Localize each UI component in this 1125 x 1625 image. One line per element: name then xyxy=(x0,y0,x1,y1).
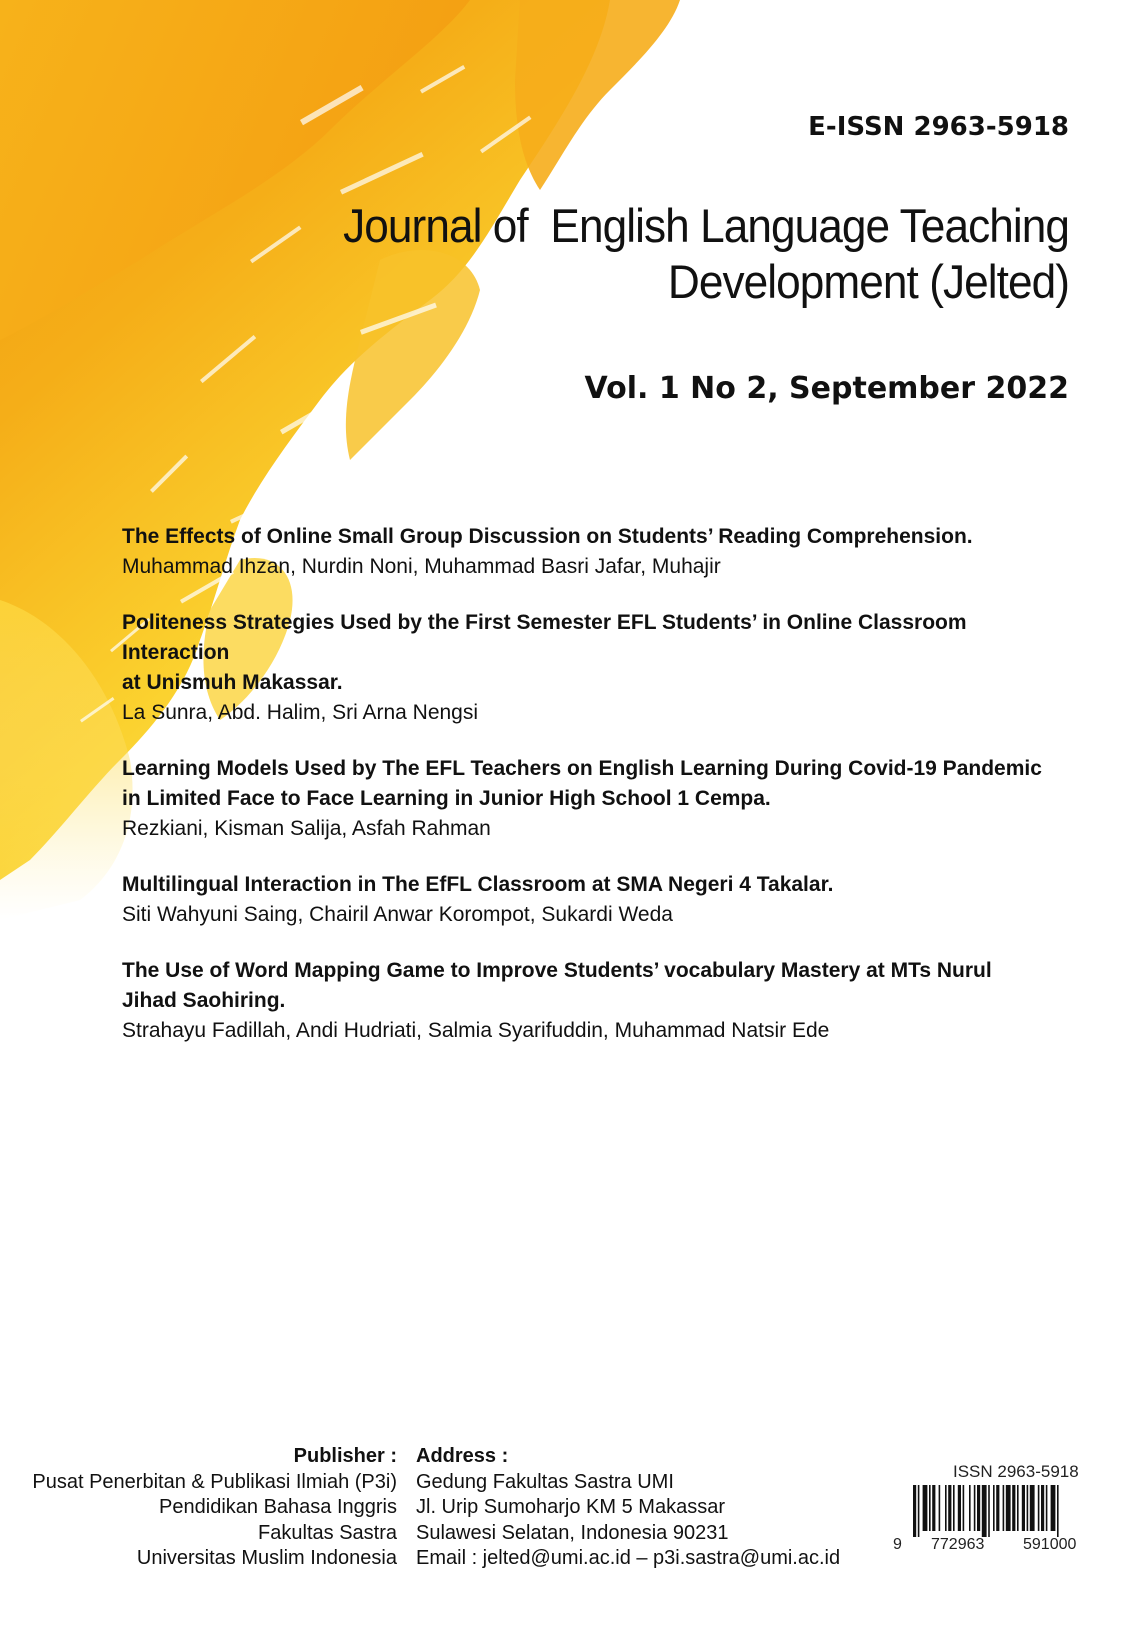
barcode-bar xyxy=(958,1485,961,1531)
article-title-line: Politeness Strategies Used by the First Semester EFL Students’ in Online Classroom Interaction xyxy=(122,611,967,664)
address-line: Email : jelted@umi.ac.id – p3i.sastra@umi.ac.id xyxy=(416,1547,841,1569)
barcode-bar xyxy=(948,1485,951,1531)
barcode-bar xyxy=(1012,1485,1015,1531)
barcode-bar xyxy=(982,1485,987,1537)
journal-title-line-1: Journal of English Language Teaching xyxy=(343,199,1070,252)
publisher-line: Pendidikan Bahasa Inggris xyxy=(159,1496,397,1518)
article-title-line: Learning Models Used by The EFL Teachers on English Learning During Covid-19 Pandemic xyxy=(122,757,1042,780)
barcode-bar xyxy=(929,1485,931,1531)
article-entry xyxy=(122,956,1062,1046)
article-title-line: in Limited Face to Face Learning in Junior High School 1 Cempa. xyxy=(122,787,771,810)
article-title-line: The Effects of Online Small Group Discussion on Students’ Reading Comprehension. xyxy=(122,525,973,548)
barcode-bar xyxy=(1017,1485,1019,1531)
article-title-line: Jihad Saohiring. xyxy=(122,989,286,1012)
barcode-bar xyxy=(1030,1485,1035,1531)
barcode-bar xyxy=(1006,1485,1011,1531)
barcode-digit-group: 9 xyxy=(893,1536,902,1553)
article-entry xyxy=(122,870,1062,930)
barcode-bar xyxy=(1003,1485,1005,1531)
article-authors: Muhammad Ihzan, Nurdin Noni, Muhammad Basri Jafar, Muhajir xyxy=(122,555,721,578)
article-title xyxy=(122,956,1062,1016)
barcode-issn-label: ISSN 2963-5918 xyxy=(953,1462,1079,1481)
article-entry xyxy=(122,608,1062,728)
table-of-contents xyxy=(122,522,1062,1072)
barcode-bar xyxy=(1038,1485,1040,1531)
barcode-bar xyxy=(988,1485,990,1537)
article-authors: Rezkiani, Kisman Salija, Asfah Rahman xyxy=(122,817,491,840)
barcode-bar xyxy=(939,1485,941,1531)
article-entry xyxy=(122,522,1062,582)
barcode-bars xyxy=(913,1485,1101,1537)
article-authors: La Sunra, Abd. Halim, Sri Arna Nengsi xyxy=(122,701,479,724)
barcode-bar xyxy=(1027,1485,1029,1531)
article-title xyxy=(122,522,1062,552)
barcode-bar xyxy=(1057,1485,1059,1537)
publisher-line: Fakultas Sastra xyxy=(258,1521,397,1544)
article-authors: Strahayu Fadillah, Andi Hudriati, Salmia Syarifuddin, Muhammad Natsir Ede xyxy=(122,1019,830,1042)
article-title xyxy=(122,870,1062,900)
article-title-line: Multilingual Interaction in The EfFL Classroom at SMA Negeri 4 Takalar. xyxy=(122,873,834,896)
barcode-bar xyxy=(918,1485,920,1537)
volume-issue-label: Vol. 1 No 2, September 2022 xyxy=(584,371,1069,406)
publisher-label: Publisher : xyxy=(293,1445,397,1467)
article-authors: Siti Wahyuni Saing, Chairil Anwar Korompot, Sukardi Weda xyxy=(122,903,673,926)
barcode-bar xyxy=(969,1485,971,1531)
article-title-line: The Use of Word Mapping Game to Improve Students’ vocabulary Mastery at MTs Nurul xyxy=(122,959,992,982)
barcode-bar xyxy=(923,1485,928,1531)
barcode-bar xyxy=(1046,1485,1048,1531)
barcode-bar xyxy=(913,1485,916,1537)
article-title-line: at Unismuh Makassar. xyxy=(122,671,343,694)
paint-streak-1 xyxy=(515,0,680,190)
publisher-line: Pusat Penerbitan & Publikasi Ilmiah (P3i) xyxy=(32,1470,397,1493)
barcode-bar xyxy=(1051,1485,1056,1531)
barcode-digit-group: 772963 xyxy=(931,1536,985,1553)
journal-title-line-2: Development (Jelted) xyxy=(667,255,1069,308)
barcode-bar xyxy=(945,1485,947,1531)
e-issn-label: E-ISSN 2963-5918 xyxy=(808,112,1069,142)
article-entry xyxy=(122,754,1062,844)
publisher-line: Universitas Muslim Indonesia xyxy=(136,1547,397,1569)
article-title xyxy=(122,754,1062,814)
barcode-bar xyxy=(953,1485,955,1531)
barcode-bar xyxy=(1041,1485,1044,1531)
address-label: Address : xyxy=(416,1445,509,1467)
article-title xyxy=(122,608,1062,698)
barcode-bar xyxy=(993,1485,995,1531)
address-block xyxy=(416,1444,840,1572)
barcode-bar xyxy=(974,1485,976,1531)
barcode-digit-group: 591000 xyxy=(1023,1536,1077,1553)
barcode-bar xyxy=(932,1485,935,1531)
barcode-bar xyxy=(963,1485,965,1531)
address-line: Sulawesi Selatan, Indonesia 90231 xyxy=(416,1521,729,1544)
barcode-bar xyxy=(977,1485,980,1531)
barcode-bar xyxy=(996,1485,999,1531)
address-line: Gedung Fakultas Sastra UMI xyxy=(416,1470,674,1493)
publisher-block xyxy=(32,1444,397,1572)
barcode-bar xyxy=(1022,1485,1025,1531)
journal-title xyxy=(223,198,1069,310)
barcode xyxy=(893,1462,1103,1552)
address-line: Jl. Urip Sumoharjo KM 5 Makassar xyxy=(416,1496,725,1518)
